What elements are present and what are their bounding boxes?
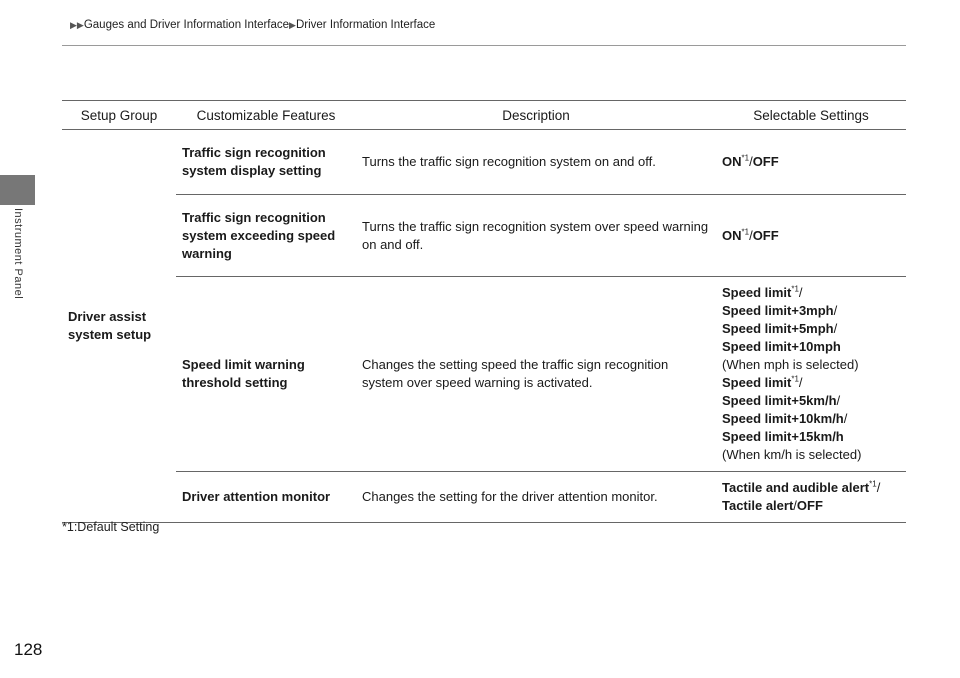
setting-option: Speed limit+15km/h [722,429,844,444]
setting-option: Speed limit+5km/h/ [722,393,841,408]
separator: / [749,227,753,243]
column-header: Selectable Settings [716,101,906,130]
setting-off: OFF [752,154,779,169]
setting-off: OFF [752,227,779,243]
description-cell: Turns the traffic sign recognition system over speed warning on and off. [356,195,716,277]
default-marker: *1 [741,227,750,237]
setting-option: Speed limit+5mph/ [722,321,838,336]
header-divider [62,45,906,46]
column-header: Setup Group [62,101,176,130]
footnote: *1:Default Setting [62,520,160,534]
column-header: Customizable Features [176,101,356,130]
setting-option: Speed limit+10mph [722,339,841,354]
double-arrow-icon: ▶▶ [70,20,84,30]
chapter-tab [0,175,35,205]
feature-cell: Driver attention monitor [176,472,356,523]
column-header: Description [356,101,716,130]
setting-option: OFF [796,498,823,513]
setting-option: Speed limit+10km/h/ [722,411,848,426]
table-row [62,130,906,195]
breadcrumb [70,19,435,31]
table-header-row [62,101,906,130]
arrow-icon: ▶ [289,20,296,30]
page-number: 128 [14,640,43,659]
settings-cell [716,130,906,195]
table-row [62,277,906,472]
settings-cell [716,277,906,472]
default-marker: *1 [869,479,877,489]
feature-cell: Traffic sign recognition system exceeding speed warning [176,195,356,277]
setting-on: ON [722,227,742,243]
breadcrumb-section[interactable]: Gauges and Driver Information Interface [83,19,290,31]
settings-cell: Tactile and audible alert$^{*1}$/ Tactile alert/OFF [716,472,906,523]
description-cell: Changes the setting for the driver attention monitor. [356,472,716,523]
table-row [62,195,906,277]
description-cell: Changes the setting speed the traffic sign recognition system over speed warning is activated. [356,277,716,472]
separator: / [749,154,753,169]
setting-option: Tactile alert [722,498,794,513]
description-cell: Turns the traffic sign recognition system on and off. [362,154,656,169]
settings-cell [716,195,906,277]
setting-option: Speed limit+3mph/ [722,303,838,318]
table-row [62,472,906,523]
unit-note: (When km/h is selected) [722,447,862,462]
chapter-label: Instrument Panel [12,208,24,300]
unit-note: (When mph is selected) [722,357,859,372]
setting-option: Speed limit$^{*1}$/ [722,284,803,300]
setting-option: Speed limit$^{*1}$/ [722,374,803,390]
default-marker: *1 [741,153,750,163]
setup-group-cell: Driver assist system setup [62,130,176,523]
breadcrumb-subsection[interactable]: Driver Information Interface [295,19,436,31]
settings-table [62,100,906,523]
setting-on: ON [722,154,742,169]
feature-cell: Speed limit warning threshold setting [176,277,356,472]
setting-option: Tactile and audible alert [722,480,870,495]
feature-cell: Traffic sign recognition system display setting [182,145,326,178]
